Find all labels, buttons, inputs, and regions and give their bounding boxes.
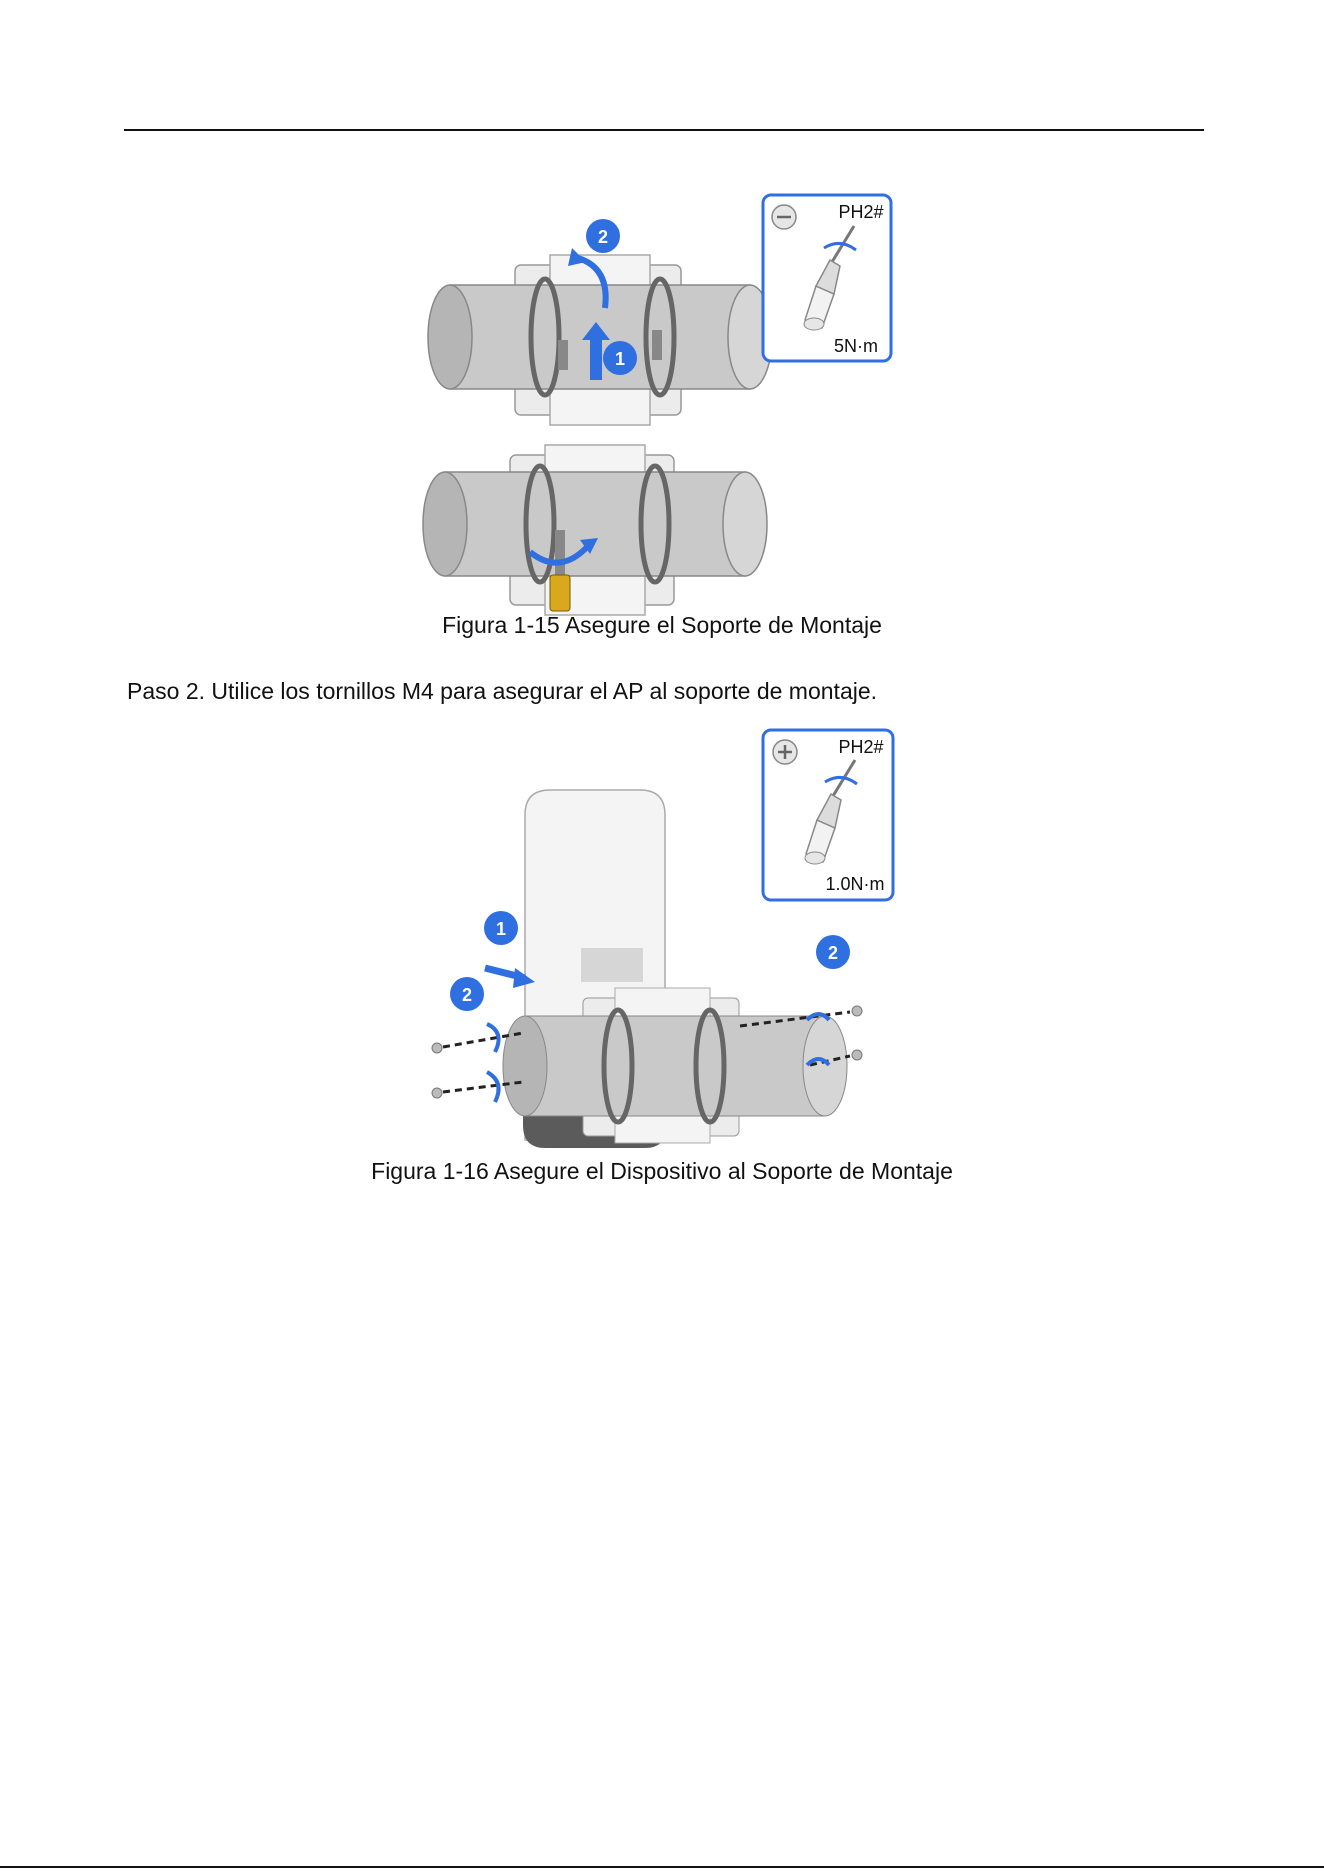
step-marker-2: [586, 219, 620, 253]
bit-label: PH2#: [838, 202, 884, 222]
pipe-assembly-bottom: [423, 445, 767, 615]
step-marker-1: [603, 341, 637, 375]
svg-text:1: 1: [495, 919, 507, 939]
figure-1-15-illustration: [420, 190, 910, 620]
bit-label: PH2#: [838, 737, 884, 757]
figure-1-16-illustration: [415, 720, 915, 1160]
torque-label: 1.0N·m: [825, 874, 885, 894]
header-rule: [124, 129, 1204, 131]
step-marker-1: [484, 911, 518, 945]
step-marker-2-left: [450, 977, 484, 1011]
figure-1-15-caption: Figura 1-15 Asegure el Soporte de Montaje: [442, 612, 882, 638]
figure-1-16-caption: Figura 1-16 Asegure el Dispositivo al Soporte de Montaje: [371, 1158, 953, 1184]
pipe-assembly-top: [428, 248, 772, 425]
step-2-instruction: Paso 2. Utilice los tornillos M4 para asegurar el AP al soporte de montaje.: [127, 678, 878, 704]
svg-text:2: 2: [597, 227, 609, 247]
screwdriver-inset: [763, 730, 893, 900]
svg-text:2: 2: [461, 985, 473, 1005]
svg-text:1: 1: [614, 349, 626, 369]
screwdriver-inset: [763, 195, 891, 361]
step-marker-2-right: [816, 935, 850, 969]
svg-text:2: 2: [827, 943, 839, 963]
torque-label: 5N·m: [834, 336, 878, 356]
footer-rule: [0, 1866, 1324, 1868]
